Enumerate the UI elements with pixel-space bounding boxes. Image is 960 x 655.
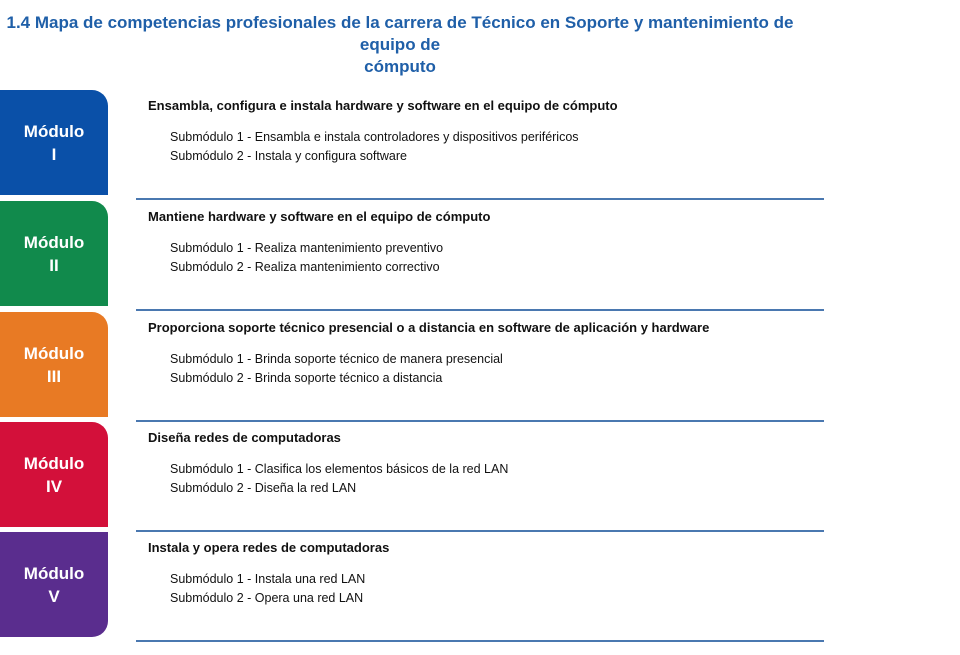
module-heading: Proporciona soporte técnico presencial o a distancia en software de aplicación y hardware <box>148 320 710 335</box>
module-content-1 <box>136 90 824 200</box>
divider <box>136 198 824 200</box>
divider <box>136 309 824 311</box>
module-label: Módulo <box>23 343 85 363</box>
submodule-item: Submódulo 2 - Opera una red LAN <box>170 591 364 605</box>
module-badge-5 <box>0 532 108 637</box>
page-title-line1: 1.4 Mapa de competencias profesionales de la carrera de Técnico en Soporte y mantenimiento de equipo de <box>6 13 794 54</box>
module-heading: Instala y opera redes de computadoras <box>148 540 390 555</box>
module-label: Módulo <box>23 232 85 252</box>
page-title-line2: cómputo <box>364 57 436 76</box>
submodule-item: Submódulo 1 - Clasifica los elementos básicos de la red LAN <box>170 462 509 476</box>
module-label: Módulo <box>23 453 85 473</box>
submodule-item: Submódulo 1 - Ensambla e instala controladores y dispositivos periféricos <box>170 130 579 144</box>
module-heading: Ensambla, configura e instala hardware y software en el equipo de cómputo <box>148 98 618 113</box>
module-badge-4 <box>0 422 108 527</box>
module-numeral: I <box>51 144 57 164</box>
submodule-item: Submódulo 2 - Instala y configura software <box>170 149 407 163</box>
module-label: Módulo <box>23 563 85 583</box>
module-numeral: III <box>46 366 62 386</box>
divider <box>136 640 824 642</box>
module-content-4 <box>136 422 824 532</box>
submodule-item: Submódulo 2 - Brinda soporte técnico a distancia <box>170 371 443 385</box>
module-content-3 <box>136 312 824 422</box>
module-heading: Diseña redes de computadoras <box>148 430 341 445</box>
module-numeral: IV <box>45 476 63 496</box>
submodule-item: Submódulo 2 - Realiza mantenimiento correctivo <box>170 260 440 274</box>
module-heading: Mantiene hardware y software en el equipo de cómputo <box>148 209 491 224</box>
module-content-5 <box>136 532 824 642</box>
module-numeral: V <box>48 586 60 606</box>
module-numeral: II <box>49 255 59 275</box>
module-badge-1 <box>0 90 108 195</box>
module-content-2 <box>136 201 824 311</box>
submodule-item: Submódulo 2 - Diseña la red LAN <box>170 481 357 495</box>
module-badge-3 <box>0 312 108 417</box>
submodule-item: Submódulo 1 - Instala una red LAN <box>170 572 366 586</box>
submodule-item: Submódulo 1 - Realiza mantenimiento preventivo <box>170 241 444 255</box>
module-badge-2 <box>0 201 108 306</box>
submodule-item: Submódulo 1 - Brinda soporte técnico de manera presencial <box>170 352 503 366</box>
page-title <box>0 12 800 78</box>
module-label: Módulo <box>23 121 85 141</box>
